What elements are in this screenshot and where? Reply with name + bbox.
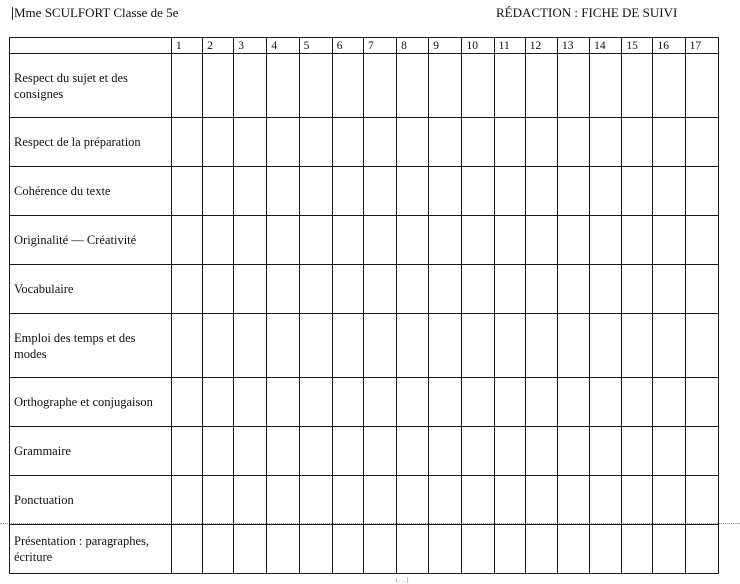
score-cell[interactable] xyxy=(462,118,494,167)
score-cell[interactable] xyxy=(653,54,685,118)
table-row xyxy=(10,118,719,167)
score-cell[interactable] xyxy=(462,314,494,378)
score-cell[interactable] xyxy=(590,476,622,525)
score-cell[interactable] xyxy=(397,525,429,574)
score-cell[interactable] xyxy=(590,167,622,216)
score-cell[interactable] xyxy=(234,54,267,118)
score-cell[interactable] xyxy=(267,118,299,167)
score-cell[interactable] xyxy=(332,118,363,167)
column-header: 9 xyxy=(429,38,462,54)
score-cell[interactable] xyxy=(363,314,396,378)
score-cell[interactable] xyxy=(203,216,234,265)
column-header-row xyxy=(10,38,719,54)
score-cell[interactable] xyxy=(363,427,396,476)
column-header: 12 xyxy=(525,38,557,54)
score-cell[interactable] xyxy=(685,216,718,265)
score-cell[interactable] xyxy=(525,525,557,574)
score-cell[interactable] xyxy=(685,265,718,314)
score-cell[interactable] xyxy=(299,216,332,265)
column-header: 1 xyxy=(171,38,202,54)
column-header: 14 xyxy=(590,38,622,54)
score-cell[interactable] xyxy=(397,314,429,378)
score-cell[interactable] xyxy=(267,314,299,378)
table-row xyxy=(10,265,719,314)
score-cell[interactable] xyxy=(363,54,396,118)
criteria-rows xyxy=(10,54,719,574)
score-cell[interactable] xyxy=(234,216,267,265)
score-cell[interactable] xyxy=(429,427,462,476)
score-cell[interactable] xyxy=(363,378,396,427)
score-cell[interactable] xyxy=(299,54,332,118)
score-cell[interactable] xyxy=(685,167,718,216)
score-cell[interactable] xyxy=(397,54,429,118)
score-cell[interactable] xyxy=(267,476,299,525)
score-cell[interactable] xyxy=(267,54,299,118)
column-header: 3 xyxy=(234,38,267,54)
table-row xyxy=(10,314,719,378)
score-cell[interactable] xyxy=(397,427,429,476)
score-cell[interactable] xyxy=(363,265,396,314)
score-cell[interactable] xyxy=(557,54,589,118)
score-cell[interactable] xyxy=(429,476,462,525)
score-cell[interactable] xyxy=(171,314,202,378)
score-cell[interactable] xyxy=(429,265,462,314)
score-cell[interactable] xyxy=(267,216,299,265)
score-cell[interactable] xyxy=(234,167,267,216)
score-cell[interactable] xyxy=(525,118,557,167)
column-header: 11 xyxy=(494,38,525,54)
column-header: 7 xyxy=(363,38,396,54)
score-cell[interactable] xyxy=(494,54,525,118)
score-cell[interactable] xyxy=(685,476,718,525)
score-cell[interactable] xyxy=(299,314,332,378)
score-cell[interactable] xyxy=(429,378,462,427)
score-cell[interactable] xyxy=(267,265,299,314)
score-cell[interactable] xyxy=(267,378,299,427)
score-cell[interactable] xyxy=(494,314,525,378)
score-cell[interactable] xyxy=(653,167,685,216)
score-cell[interactable] xyxy=(622,525,653,574)
score-cell[interactable] xyxy=(203,54,234,118)
score-cell[interactable] xyxy=(203,265,234,314)
table-row xyxy=(10,216,719,265)
score-cell[interactable] xyxy=(462,54,494,118)
score-cell[interactable] xyxy=(363,525,396,574)
score-cell[interactable] xyxy=(363,216,396,265)
score-cell[interactable] xyxy=(332,427,363,476)
score-cell[interactable] xyxy=(332,167,363,216)
score-cell[interactable] xyxy=(234,265,267,314)
score-cell[interactable] xyxy=(494,378,525,427)
score-cell[interactable] xyxy=(429,118,462,167)
score-cell[interactable] xyxy=(429,525,462,574)
score-cell[interactable] xyxy=(685,427,718,476)
score-cell[interactable] xyxy=(203,378,234,427)
criterion-label: Cohérence du texte xyxy=(10,167,172,216)
table-row xyxy=(10,54,719,118)
column-header: 10 xyxy=(462,38,494,54)
score-cell[interactable] xyxy=(462,216,494,265)
score-cell[interactable] xyxy=(429,167,462,216)
criterion-label: Respect de la préparation xyxy=(10,118,172,167)
score-cell[interactable] xyxy=(494,476,525,525)
score-cell[interactable] xyxy=(203,314,234,378)
criterion-label: Grammaire xyxy=(10,427,172,476)
score-cell[interactable] xyxy=(234,314,267,378)
table-row xyxy=(10,525,719,574)
column-header: 5 xyxy=(299,38,332,54)
score-cell[interactable] xyxy=(557,378,589,427)
score-cell[interactable] xyxy=(397,216,429,265)
score-cell[interactable] xyxy=(332,525,363,574)
score-cell[interactable] xyxy=(203,476,234,525)
score-cell[interactable] xyxy=(234,525,267,574)
score-cell[interactable] xyxy=(590,216,622,265)
score-cell[interactable] xyxy=(557,118,589,167)
score-cell[interactable] xyxy=(397,167,429,216)
score-cell[interactable] xyxy=(267,167,299,216)
score-cell[interactable] xyxy=(590,427,622,476)
score-cell[interactable] xyxy=(171,167,202,216)
text-cursor xyxy=(12,7,13,20)
column-header: 17 xyxy=(685,38,718,54)
score-cell[interactable] xyxy=(299,265,332,314)
score-cell[interactable] xyxy=(557,314,589,378)
score-cell[interactable] xyxy=(525,167,557,216)
score-cell[interactable] xyxy=(590,314,622,378)
score-cell[interactable] xyxy=(653,118,685,167)
score-cell[interactable] xyxy=(622,265,653,314)
score-cell[interactable] xyxy=(234,476,267,525)
score-cell[interactable] xyxy=(462,167,494,216)
score-cell[interactable] xyxy=(525,378,557,427)
score-cell[interactable] xyxy=(525,476,557,525)
score-cell[interactable] xyxy=(622,54,653,118)
score-cell[interactable] xyxy=(397,378,429,427)
score-cell[interactable] xyxy=(363,118,396,167)
column-header: 2 xyxy=(203,38,234,54)
criterion-label: Ponctuation xyxy=(10,476,172,525)
score-cell[interactable] xyxy=(171,216,202,265)
score-cell[interactable] xyxy=(171,118,202,167)
score-cell[interactable] xyxy=(429,54,462,118)
score-cell[interactable] xyxy=(299,378,332,427)
score-cell[interactable] xyxy=(332,54,363,118)
score-cell[interactable] xyxy=(462,476,494,525)
score-cell[interactable] xyxy=(462,378,494,427)
score-cell[interactable] xyxy=(557,525,589,574)
score-cell[interactable] xyxy=(332,314,363,378)
score-cell[interactable] xyxy=(525,54,557,118)
score-cell[interactable] xyxy=(494,167,525,216)
page-footer-mark: [...] xyxy=(396,578,410,584)
score-cell[interactable] xyxy=(557,216,589,265)
score-cell[interactable] xyxy=(557,167,589,216)
score-cell[interactable] xyxy=(494,265,525,314)
criterion-label: Originalité — Créativité xyxy=(10,216,172,265)
score-cell[interactable] xyxy=(203,427,234,476)
table-row xyxy=(10,167,719,216)
score-cell[interactable] xyxy=(525,216,557,265)
tracking-grid xyxy=(9,37,719,574)
document-title: RÉDACTION : FICHE DE SUIVI xyxy=(496,5,678,20)
score-cell[interactable] xyxy=(557,265,589,314)
score-cell[interactable] xyxy=(590,378,622,427)
score-cell[interactable] xyxy=(332,216,363,265)
score-cell[interactable] xyxy=(397,476,429,525)
column-header: 8 xyxy=(397,38,429,54)
score-cell[interactable] xyxy=(525,265,557,314)
score-cell[interactable] xyxy=(653,314,685,378)
score-cell[interactable] xyxy=(590,265,622,314)
score-cell[interactable] xyxy=(494,216,525,265)
score-cell[interactable] xyxy=(590,525,622,574)
column-header: 4 xyxy=(267,38,299,54)
score-cell[interactable] xyxy=(299,427,332,476)
score-cell[interactable] xyxy=(622,427,653,476)
score-cell[interactable] xyxy=(267,525,299,574)
score-cell[interactable] xyxy=(494,427,525,476)
score-cell[interactable] xyxy=(299,118,332,167)
score-cell[interactable] xyxy=(429,216,462,265)
corner-cell xyxy=(10,38,172,54)
score-cell[interactable] xyxy=(363,167,396,216)
score-cell[interactable] xyxy=(622,118,653,167)
score-cell[interactable] xyxy=(525,314,557,378)
score-cell[interactable] xyxy=(685,525,718,574)
column-header: 6 xyxy=(332,38,363,54)
criterion-label: Emploi des temps et des modes xyxy=(10,314,172,378)
score-cell[interactable] xyxy=(429,314,462,378)
score-cell[interactable] xyxy=(590,54,622,118)
score-cell[interactable] xyxy=(653,378,685,427)
score-cell[interactable] xyxy=(685,54,718,118)
column-header: 13 xyxy=(557,38,589,54)
score-cell[interactable] xyxy=(171,476,202,525)
score-cell[interactable] xyxy=(653,525,685,574)
score-cell[interactable] xyxy=(622,167,653,216)
score-cell[interactable] xyxy=(171,378,202,427)
score-cell[interactable] xyxy=(299,476,332,525)
score-cell[interactable] xyxy=(171,525,202,574)
score-cell[interactable] xyxy=(462,265,494,314)
score-cell[interactable] xyxy=(267,427,299,476)
score-cell[interactable] xyxy=(363,476,396,525)
criterion-label: Orthographe et conjugaison xyxy=(10,378,172,427)
criterion-label: Respect du sujet et des consignes xyxy=(10,54,172,118)
score-cell[interactable] xyxy=(462,427,494,476)
score-cell[interactable] xyxy=(622,216,653,265)
table-row xyxy=(10,378,719,427)
table-row xyxy=(10,427,719,476)
teacher-class-heading: Mme SCULFORT Classe de 5e xyxy=(14,5,179,20)
score-cell[interactable] xyxy=(685,314,718,378)
score-cell[interactable] xyxy=(332,265,363,314)
score-cell[interactable] xyxy=(171,265,202,314)
score-cell[interactable] xyxy=(397,265,429,314)
score-cell[interactable] xyxy=(685,118,718,167)
criterion-label: Présentation : paragraphes, écriture xyxy=(10,525,172,574)
score-cell[interactable] xyxy=(653,427,685,476)
criterion-label: Vocabulaire xyxy=(10,265,172,314)
score-cell[interactable] xyxy=(203,118,234,167)
score-cell[interactable] xyxy=(494,118,525,167)
score-cell[interactable] xyxy=(234,427,267,476)
score-cell[interactable] xyxy=(622,378,653,427)
score-cell[interactable] xyxy=(462,525,494,574)
score-cell[interactable] xyxy=(171,54,202,118)
score-cell[interactable] xyxy=(622,476,653,525)
score-cell[interactable] xyxy=(494,525,525,574)
score-cell[interactable] xyxy=(590,118,622,167)
column-header: 15 xyxy=(622,38,653,54)
score-cell[interactable] xyxy=(557,427,589,476)
score-cell[interactable] xyxy=(234,118,267,167)
score-cell[interactable] xyxy=(525,427,557,476)
score-cell[interactable] xyxy=(332,476,363,525)
score-cell[interactable] xyxy=(234,378,267,427)
score-cell[interactable] xyxy=(622,314,653,378)
column-header: 16 xyxy=(653,38,685,54)
score-cell[interactable] xyxy=(653,476,685,525)
score-cell[interactable] xyxy=(203,525,234,574)
score-cell[interactable] xyxy=(557,476,589,525)
score-cell[interactable] xyxy=(397,118,429,167)
score-cell[interactable] xyxy=(653,265,685,314)
score-cell[interactable] xyxy=(332,378,363,427)
score-cell[interactable] xyxy=(203,167,234,216)
score-cell[interactable] xyxy=(299,525,332,574)
score-cell[interactable] xyxy=(299,167,332,216)
table-row xyxy=(10,476,719,525)
score-cell[interactable] xyxy=(685,378,718,427)
score-cell[interactable] xyxy=(653,216,685,265)
score-cell[interactable] xyxy=(171,427,202,476)
